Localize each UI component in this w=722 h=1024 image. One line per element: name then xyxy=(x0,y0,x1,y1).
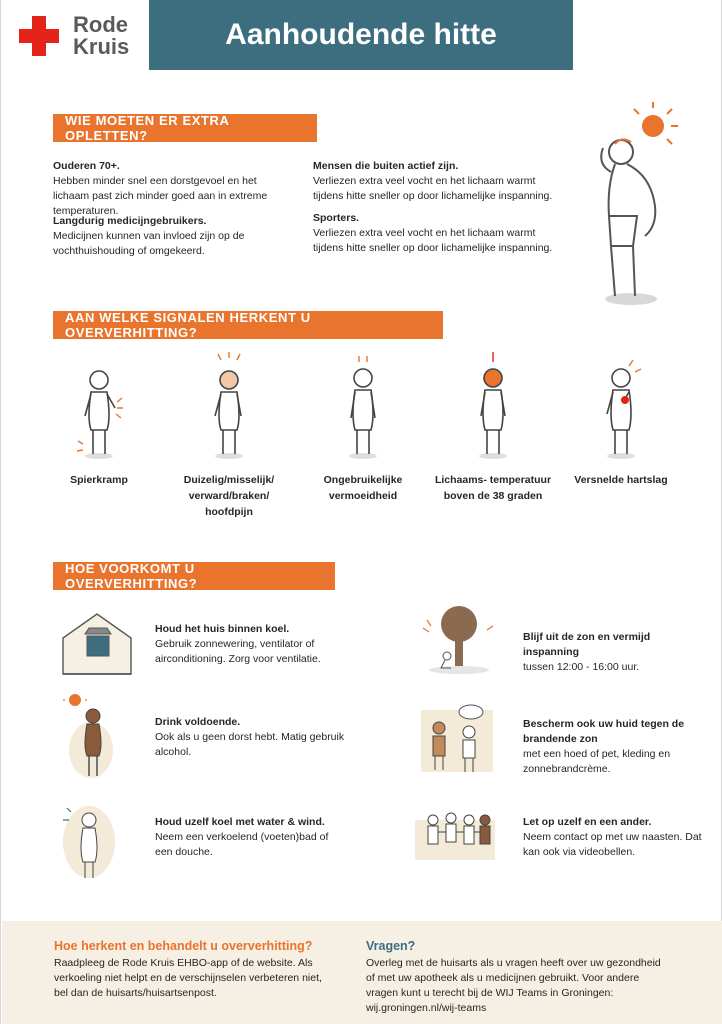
group-people-icon xyxy=(413,806,497,862)
footer-questions xyxy=(366,939,666,1016)
prevent-item-body: met een hoed of pet, kleding en zonnebrandcrème. xyxy=(523,748,671,775)
page-title: Aanhoudende hitte xyxy=(149,0,573,70)
house-icon xyxy=(57,608,137,678)
footer-questions-body: Overleg met de huisarts als u vragen heeft over uw gezondheid of met uw apotheek als u medicijnen gebruikt. Voor andere vragen kunt u terecht bij de WIJ Teams in Groningen: wij.groningen.nl/wij-teams xyxy=(366,957,661,1014)
footer-treatment-heading: Hoe herkent en behandelt u oververhitting? xyxy=(54,939,313,953)
signal-fatigue xyxy=(303,354,423,504)
prevent-item-body: Gebruik zonnewering, ventilator of airconditioning. Zorg voor ventilatie. xyxy=(155,638,321,665)
who-item-title: Sporters. xyxy=(313,212,360,224)
signal-label: Lichaams- temperatuur boven de 38 graden xyxy=(434,474,552,502)
prevent-item-title: Blijf uit de zon en vermijd inspanning xyxy=(523,631,651,658)
who-item-title: Langdurig medicijngebruikers. xyxy=(53,215,207,227)
hot-person-illustration xyxy=(581,96,681,310)
section-heading-signals: AAN WELKE SIGNALEN HERKENT U OVERVERHITTING? xyxy=(53,311,443,339)
logo-line-2: Kruis xyxy=(73,34,130,59)
signal-dizzy xyxy=(169,352,289,520)
prevent-item-cool xyxy=(155,815,345,860)
prevent-item-house xyxy=(155,622,345,667)
who-item-title: Ouderen 70+. xyxy=(53,160,120,172)
section-heading-who: WIE MOETEN ER EXTRA OPLETTEN? xyxy=(53,114,317,142)
logo-line-1: Rode xyxy=(73,12,128,37)
red-cross-logo xyxy=(17,14,129,58)
prevent-item-title: Let op uzelf en een ander. xyxy=(523,816,652,828)
sun-protection-icon xyxy=(419,700,495,776)
prevent-item-title: Houd uzelf koel met water & wind. xyxy=(155,816,325,828)
who-item-title: Mensen die buiten actief zijn. xyxy=(313,160,459,172)
who-item-body: Medicijnen kunnen van invloed zijn op de vochthuishouding of omgekeerd. xyxy=(53,230,245,257)
prevent-item-drink xyxy=(155,715,345,760)
who-item-outdoor xyxy=(313,159,563,204)
prevent-item-shade xyxy=(523,630,703,675)
who-item-elderly xyxy=(53,159,285,219)
footer xyxy=(2,921,722,1024)
signal-muscle-cramp xyxy=(39,368,159,488)
who-item-medication xyxy=(53,214,285,259)
who-item-body: Verliezen extra veel vocht en het lichaam warmt tijdens hitte sneller op door lichamelijke inspanning. xyxy=(313,227,553,254)
prevent-item-skin xyxy=(523,717,703,777)
heartbeat-figure-icon xyxy=(591,356,651,460)
signal-label: Ongebruikelijke vermoeidheid xyxy=(323,474,403,502)
logo-wordmark xyxy=(73,14,129,58)
prevent-item-body: tussen 12:00 - 16:00 uur. xyxy=(523,661,640,673)
footer-questions-heading: Vragen? xyxy=(366,939,416,953)
dizzy-figure-icon xyxy=(199,352,259,460)
cramp-figure-icon xyxy=(69,368,129,460)
red-cross-icon xyxy=(17,14,61,58)
signal-heart-rate xyxy=(561,356,681,488)
who-item-body: Hebben minder snel een dorstgevoel en het lichaam past zich minder goed aan in extreme temperaturen. xyxy=(53,175,268,217)
signal-label: Versnelde hartslag xyxy=(574,474,668,486)
footer-treatment xyxy=(54,939,336,1001)
prevent-item-title: Bescherm ook uw huid tegen de brandende zon xyxy=(523,718,685,745)
prevent-item-title: Houd het huis binnen koel. xyxy=(155,623,290,635)
section-heading-prevent: HOE VOORKOMT U OVERVERHITTING? xyxy=(53,562,335,590)
shade-tree-icon xyxy=(421,602,495,674)
signal-label: Spierkramp xyxy=(70,474,128,486)
prevent-item-body: Neem contact op met uw naasten. Dat kan ook via videobellen. xyxy=(523,831,702,858)
signal-label: Duizelig/misselijk/ verward/braken/ hoofdpijn xyxy=(183,474,275,518)
footer-treatment-body: Raadpleeg de Rode Kruis EHBO-app of de website. Als verkoeling niet helpt en de verschijnselen verbeteren niet, bel dan de huisarts/huisartsenpost. xyxy=(54,957,322,999)
prevent-item-care xyxy=(523,815,703,860)
who-item-body: Verliezen extra veel vocht en het lichaam warmt tijdens hitte sneller op door lichamelijke inspanning. xyxy=(313,175,553,202)
fatigue-figure-icon xyxy=(333,354,393,460)
who-item-athletes xyxy=(313,211,563,256)
cooling-person-icon xyxy=(61,800,117,882)
prevent-item-body: Ook als u geen dorst hebt. Matig gebruik alcohol. xyxy=(155,731,345,758)
drinking-person-icon xyxy=(63,690,119,782)
signal-temperature xyxy=(433,350,553,504)
prevent-item-body: Neem een verkoelend (voeten)bad of een douche. xyxy=(155,831,329,858)
fever-figure-icon xyxy=(463,350,523,460)
prevent-item-title: Drink voldoende. xyxy=(155,716,241,728)
